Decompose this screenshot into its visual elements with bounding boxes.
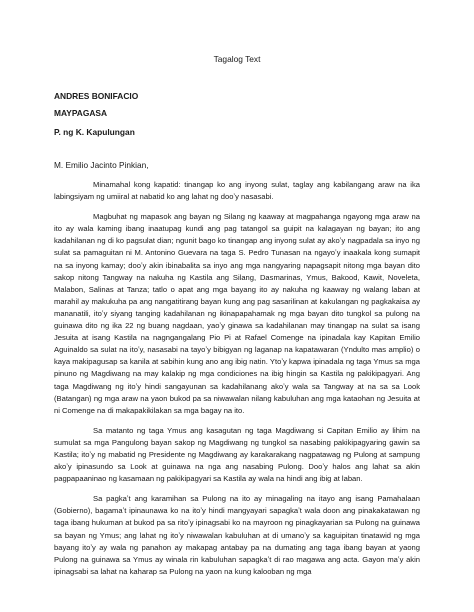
paragraph: Magbuhat ng mapasok ang bayan ng Silang ng kaaway at magpahanga ngayong mga araw na ito ay wala kaming ibang inaatupag kundi ang pag tatangol sa guipit na kalagayan ng bayan; ito ang kadahilanan ng di ko pagsulat dian; ngunit bago ko tinangap ang inyong sulat ay akoʼy nagpadala sa inyo ng sulat sa pamaguitan ni M. Antonino Guevara na taga S. Pedro Tunasan na ngayoʼy inaakala kong sumapit na sa inyong kamay; dooʼy akin ibinabalita sa inyo ang mga nangyaring napagsapit nitong mga bayan dito sakop nitong Tangway na nakuha ng Kastila ang Silang, Dasmarinas, Ymus, Bakood, Kawit, Noveleta, Malabon, Salinas at Tanza; tatlo o apat ang mga bayang ito ay nakuha ng kaaway ng walang laban at marahil ay makukuha pa ang nangatitirang bayan kung ang pag sasarilinan at kakulangan ng pagkakaisa ay mananatili, itoʼy siyang tanging kadahilanan ng ikinapapahamak ng mga bayan dito tungkol sa pulong na guinawa dito ng ika 22 ng buang nagdaan, yaoʼy ginawa sa kadahilanan may tinangap na sulat sa isang Jesuita at isang Kastila na nagngangalang Pio Pi at Rafael Comenge na ipinadala kay Kapitan Emilio Aguinaldo sa sulat na itoʼy, nasasabi na tayoʼy bibigyan ng laganap na kapatawaran (Yndulto mas amplio) o kaya makipagusap sa kanila at sabihin kung ano ang ibig natin. Ytoʼy kapwa ipinadala ng taga Ymus sa mga pinuno ng Magdiwang na may kalakip ng mga condiciones na ibig hingin sa Kastila ng pakikipagyari. Ang taga Magdiwang ng itoʼy hindi sangayunan sa kadahilanang akoʼy wala sa Tangway at na sa sa Look (Batangan) ng mga araw na yaon bukod pa sa niwawalan nilang kabuluhan ang mga kataohan ng Jesuita at ni Comenge na di makapakikilakan sa mga bagay na ito. [54,212,420,415]
author-heading: ANDRES BONIFACIO [54,91,139,101]
document-title: Tagalog Text [213,54,261,64]
paragraph: Minamahal kong kapatid: tinangap ko ang inyong sulat, taglay ang kabilangang araw na ika labingsiyam ng umiiral at nabatid ko ang lahat ng dooʼy nasasabi. [54,180,420,202]
salutation: M. Emilio Jacinto Pinkian, [54,160,149,170]
letter-body [54,179,420,586]
location-heading: MAYPAGASA [54,108,108,118]
paragraph: Sa matanto ng taga Ymus ang kasagutan ng taga Magdiwang si Capitan Emilio ay lihim na sumulat sa mga Pangulong bayan sakop ng Magdiwang ng tungkol sa nasabing pakikipagyaring gawin sa Kastila; itoʼy ng mabatid ng Presidente ng Magdiwang ay karakarakang nagpatawag ng Pulong at sampung akoʼy ipinasundo sa Look at guinawa na nga ang nasabing Pulong. Dooʼy halos ang lahat sa akin pagpapaaninao ng kasamaan ng pakikipagyari sa Kastila ay wala na hindi ang ibig at laban. [54,425,420,484]
paragraph: Sa pagkaʼt ang karamihan sa Pulong na ito ay minagaling na itayo ang isang Pamahalaan (Gobierno), bagamaʼt ipinaunawa ko na itoʼy hindi mangyayari sapagkaʼt wala doon ang pinakakatawan ng taga ibang hukuman at bukod pa sa ritoʼy ipinagsabi ko na mayroon ng pinagkayarian sa Pulong na guinawa sa bayan ng Ymus; ang lahat ng itoʼy niwawalan kabuluhan at di umanoʼy sa kaguipitan tinatawid ng mga bayang itoʼy ay wala ng panahon ay makapag antabay pa na dumating ang taga ibang bayan at yaong Pulong na guinawa sa Ymus ay winala rin kabuluhan sapagkaʼt di rao magawa ang acta. Gayon maʼy akin ipinagsabi sa lahat na kaharap sa Pulong na yaon na kung kalooban ng mga [54,494,420,576]
organization-heading: P. ng K. Kapulungan [54,127,135,137]
